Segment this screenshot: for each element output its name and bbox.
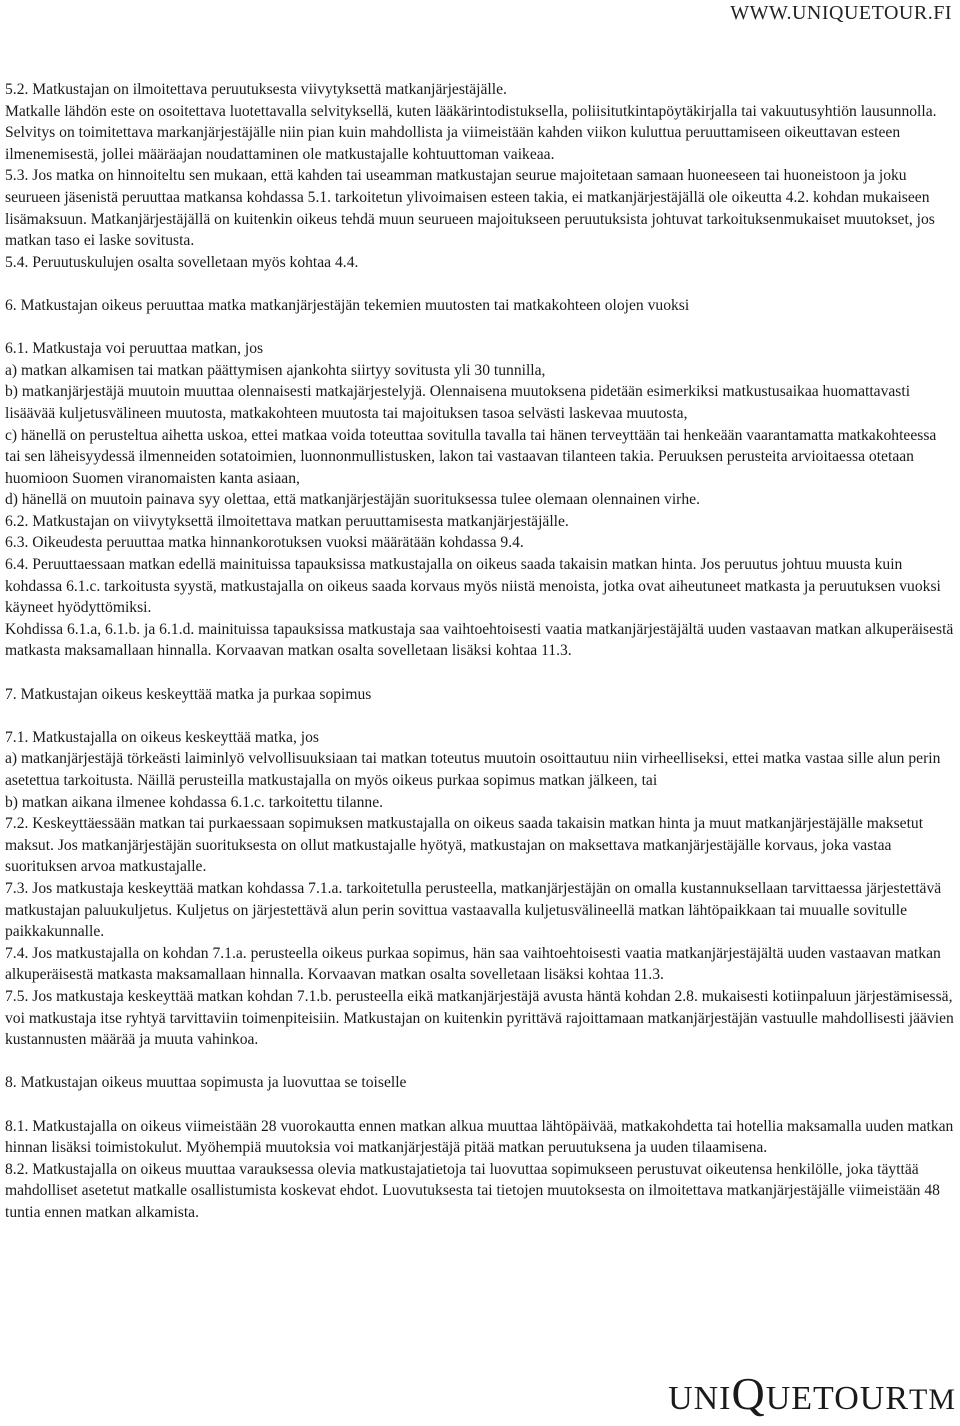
document-paragraph: 7.5. Jos matkustaja keskeyttää matkan kohdan 7.1.b. perusteella eikä matkanjärjestäjä avusta häntä kohdan 2.8. mukaisesti kotiinpaluun järjestämisessä, voi matkustaja itse ryhtyä tarvittaviin toimenpiteisiin. Matkustajan on kuitenkin pyrittävä rajoittamaan matkanjärjestäjän vastuulle mahdollisesti jäävien kustannusten määrää ja muuta vahinkoa.	[5, 987, 954, 1049]
document-paragraph: 5.3. Jos matka on hinnoiteltu sen mukaan, että kahden tai useamman matkustajan seurue majoitetaan samaan huoneeseen tai huoneistoon ja joku seurueen jäsenistä peruuttaa matkansa kohdassa 5.1. tarkoitetun ylivoimaisen esteen takia, ei matkanjärjestäjällä ole oikeutta 4.2. kohdan mukaiseen lisämaksuun. Matkanjärjestäjällä on kuitenkin oikeus tehdä muun seurueen majoitukseen peruutuksista johtuvat tarkoituksenmukaiset muutokset, jos matkan taso ei laske sovitusta.	[5, 167, 935, 250]
terms-document-body	[5, 79, 955, 1223]
document-paragraph: 8.2. Matkustajalla on oikeus muuttaa varauksessa olevia matkustajatietoja tai luovuttaa sopimukseen perustuvat oikeutensa henkilölle, joka täyttää mahdolliset asetetut matkalle osallistumista koskevat ehdot. Luovutuksesta tai tietojen muutoksesta on ilmoitettava matkanjärjestäjälle viimeistään 48 tuntia ennen matkan alkamista.	[5, 1160, 940, 1221]
document-paragraph: 8. Matkustajan oikeus muuttaa sopimusta ja luovuttaa se toiselle	[5, 1074, 407, 1092]
uniquetour-logo	[668, 1367, 956, 1420]
document-paragraph: 7.1. Matkustajalla on oikeus keskeyttää matka, jos	[5, 728, 319, 746]
document-paragraph: 6.3. Oikeudesta peruuttaa matka hinnankorotuksen vuoksi määrätään kohdassa 9.4.	[5, 534, 524, 552]
logo-part-uni: UNI	[668, 1380, 732, 1417]
document-paragraph: b) matkan aikana ilmenee kohdassa 6.1.c. tarkoitettu tilanne.	[5, 793, 384, 811]
logo-part-q: Q	[731, 1368, 766, 1419]
document-paragraph: 6.4. Peruuttaessaan matkan edellä mainituissa tapauksissa matkustajalla on oikeus saada takaisin matkan hinta. Jos peruutus johtuu muusta kuin kohdassa 6.1.c. tarkoitusta syystä, matkustajalla on oikeus saada korvaus myös niistä menoista, jotka ovat aiheutuneet matkasta ja peruutuksen vuoksi käyneet hyödyttömiksi.	[5, 556, 941, 617]
document-paragraph: b) matkanjärjestäjä muutoin muuttaa olennaisesti matkajärjestelyjä. Olennaisena muutoksena pidetään esimerkiksi matkustusaikaa huomattavasti lisäävää kuljetusvälineen muutosta, matkakohteen muutosta tai majoituksen tasoa selvästi laskevaa muutosta,	[5, 383, 911, 422]
document-paragraph: d) hänellä on muutoin painava syy olettaa, että matkanjärjestäjän suorituksessa tulee olemaan olennainen virhe.	[5, 491, 700, 509]
logo-trademark: TM	[909, 1383, 956, 1416]
document-paragraph: 7.4. Jos matkustajalla on kohdan 7.1.a. perusteella oikeus purkaa sopimus, hän saa vaihtoehtoisesti vaatia matkanjärjestäjältä uuden vastaavan matkan alkuperäisestä matkasta maksamallaan hinnalla. Korvaavan matkan osalta sovelletaan lisäksi kohtaa 11.3.	[5, 944, 941, 984]
document-paragraph: 7.2. Keskeyttäessään matkan tai purkaessaan sopimuksen matkustajalla on oikeus saada takaisin matkan hinta ja muut matkanjärjestäjälle maksetut maksut. Jos matkanjärjestäjän suorituksesta on ollut matkustajalle hyötyä, matkustajan on maksettava matkanjärjestäjälle korvaus, joka vastaa suorituksen arvoa matkustajalle.	[5, 815, 924, 876]
document-paragraph: a) matkanjärjestäjä törkeästi laiminlyö velvollisuuksiaan tai matkan toteutus muutoin osoittautuu niin virheelliseksi, ettei matka vastaa sille alun perin asetettua tarkoitusta. Näillä perusteilla matkustajalla on myös oikeus purkaa sopimus matkan jälkeen, tai	[5, 750, 941, 789]
document-paragraph: 7.3. Jos matkustaja keskeyttää matkan kohdassa 7.1.a. tarkoitetulla perusteella, matkanjärjestäjän on omalla kustannuksellaan tarvittaessa järjestettävä matkustajan paluukuljetus. Kuljetus on järjestettävä alun perin sovittua vastaavalla kuljetusvälineellä matkan lähtöpaikkaan tai muualle sovitulle paikkakunnalle.	[5, 879, 942, 941]
document-paragraph: 7. Matkustajan oikeus keskeyttää matka ja purkaa sopimus	[5, 685, 372, 703]
site-url: WWW.UNIQUETOUR.FI	[730, 2, 952, 24]
document-paragraph: 8.1. Matkustajalla on oikeus viimeistään 28 vuorokautta ennen matkan alkua muuttaa lähtöpäivää, matkakohdetta tai hotellia maksamalla uuden matkan hinnan lisäksi toimistokulut. Myöhempiä muutoksia voi matkanjärjestäjä pitää matkan peruutuksena ja uuden tilaamisena.	[5, 1117, 954, 1157]
document-paragraph: 6. Matkustajan oikeus peruuttaa matka matkanjärjestäjän tekemien muutosten tai matkakohteen olojen vuoksi	[5, 296, 690, 314]
document-paragraph: 6.1. Matkustaja voi peruuttaa matkan, jos	[5, 340, 264, 358]
document-paragraph: Kohdissa 6.1.a, 6.1.b. ja 6.1.d. mainituissa tapauksissa matkustaja saa vaihtoehtoisesti vaatia matkanjärjestäjältä uuden vastaavan matkan alkuperäisestä matkasta maksamallaan hinnalla. Korvaavan matkan osalta sovelletaan lisäksi kohtaa 11.3.	[5, 620, 954, 660]
document-paragraph: 6.2. Matkustajan on viivytyksettä ilmoitettava matkan peruuttamisesta matkanjärjestäjälle.	[5, 512, 569, 530]
logo-part-uetour: UETOUR	[765, 1380, 909, 1417]
document-paragraph: 5.2. Matkustajan on ilmoitettava peruutuksesta viivytyksettä matkanjärjestäjälle.	[5, 81, 507, 98]
document-paragraph: c) hänellä on perusteltua aihetta uskoa, ettei matkaa voida toteuttaa sovitulla tavalla tai hänen terveyttään tai henkeään vaarantamatta matkakohteessa tai sen läheisyydessä ilmenneiden sotatoimien, luonnonmullistusken, lakon tai vastaavan tilanteen takia. Peruuksen perusteita arvioitaessa otetaan huomioon Suomen viranomaisten kanta asiaan,	[5, 426, 937, 487]
document-paragraph: Matkalle lähdön este on osoitettava luotettavalla selvityksellä, kuten lääkärintodistuksella, poliisitutkintapöytäkirjalla tai vakuutusyhtiön lausunnolla. Selvitys on toimitettava markanjärjestäjälle niin pian kuin mahdollista ja viimeistään kahden viikon kuluttua peruuttamiseen oikeuttavan esteen ilmenemisestä, jollei määräajan noudattaminen ole matkustajalle kohtuuttoman vaikeaa.	[5, 102, 937, 163]
document-paragraph: a) matkan alkamisen tai matkan päättymisen ajankohta siirtyy sovitusta yli 30 tunnilla,	[5, 361, 546, 379]
document-paragraph: 5.4. Peruutuskulujen osalta sovelletaan myös kohtaa 4.4.	[5, 253, 359, 271]
